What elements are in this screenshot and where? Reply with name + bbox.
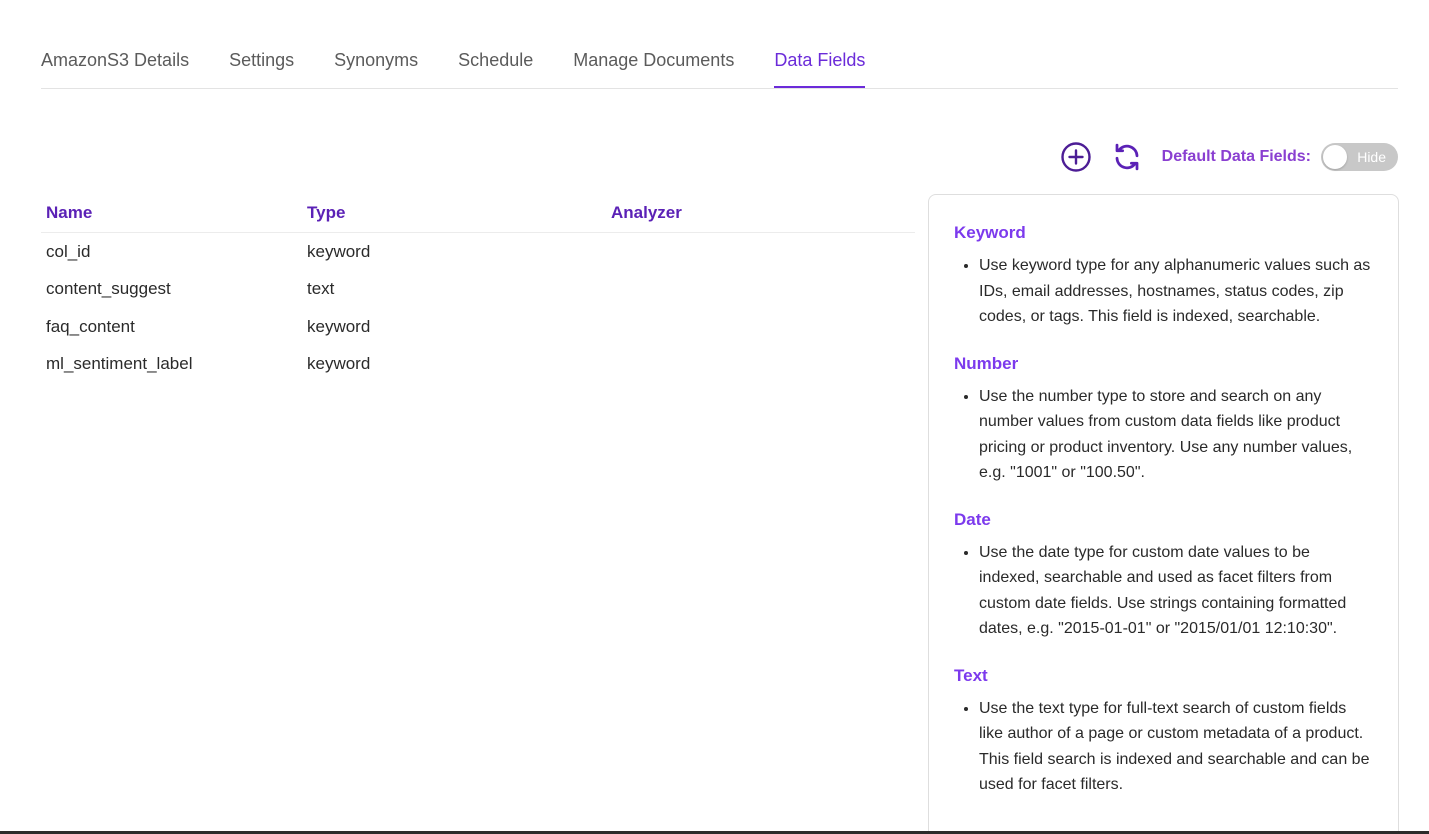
table-row[interactable]	[41, 271, 915, 309]
toggle-knob	[1323, 145, 1347, 169]
field-type: keyword	[307, 354, 371, 374]
info-text: • Use the date type for custom date values to be indexed, searchable and used as facet filters from custom date fields. Use strings containing formatted dates, e.g. "2015-01-01" or "2015/01/01 12:10:30".	[979, 540, 1374, 642]
tab-data-fields[interactable]: Data Fields	[774, 40, 865, 88]
info-title: Keyword	[954, 223, 1026, 242]
field-type: keyword	[307, 241, 371, 261]
field-name: ml_sentiment_label	[46, 354, 193, 374]
field-name: col_id	[46, 241, 91, 261]
tab-amazons3-details[interactable]: AmazonS3 Details	[41, 50, 190, 70]
field-name: faq_content	[46, 316, 135, 336]
refresh-icon	[1112, 142, 1142, 172]
info-section-number	[954, 354, 1374, 486]
field-type: keyword	[307, 316, 371, 336]
column-header-type: Type	[307, 203, 346, 222]
add-field-button[interactable]	[1060, 141, 1092, 173]
info-text: • Use keyword type for any alphanumeric values such as IDs, email addresses, hostnames, status codes, zip codes, or tags. This field is indexed, searchable.	[979, 253, 1374, 330]
field-type: text	[307, 279, 335, 299]
info-title: Text	[954, 665, 988, 685]
default-data-fields-toggle[interactable]	[1321, 143, 1398, 171]
column-header-name: Name	[46, 203, 93, 222]
tab-bar	[41, 40, 1398, 89]
table-row[interactable]	[41, 346, 915, 384]
plus-circle-icon	[1060, 141, 1092, 173]
tab-settings[interactable]: Settings	[229, 50, 295, 70]
default-data-fields-label: Default Data Fields:	[1161, 148, 1311, 165]
info-title: Number	[954, 353, 1019, 373]
tab-synonyms[interactable]: Synonyms	[334, 50, 419, 70]
tab-schedule[interactable]: Schedule	[458, 50, 534, 70]
table-row[interactable]	[41, 308, 915, 346]
table-header	[41, 194, 915, 233]
info-text: • Use the text type for full-text search of custom fields like author of a page or custom metadata of a product. This field search is indexed and searchable and can be used for facet filters.	[979, 696, 1374, 798]
column-header-analyzer: Analyzer	[611, 203, 682, 222]
table-row[interactable]	[41, 233, 915, 271]
data-fields-table	[41, 194, 915, 383]
refresh-button[interactable]	[1111, 141, 1143, 173]
info-section-keyword	[954, 223, 1374, 330]
info-text: • Use the number type to store and search on any number values from custom data fields like product pricing or product inventory. Use any number values, e.g. "1001" or "100.50".	[979, 384, 1374, 486]
toggle-text: Hide	[1357, 149, 1386, 165]
info-title: Date	[954, 509, 991, 529]
info-section-date	[954, 510, 1374, 642]
info-section-text	[954, 666, 1374, 798]
field-types-info-panel	[928, 194, 1399, 834]
tab-manage-documents[interactable]: Manage Documents	[573, 50, 735, 70]
toolbar	[1060, 140, 1398, 174]
field-name: content_suggest	[46, 279, 171, 299]
